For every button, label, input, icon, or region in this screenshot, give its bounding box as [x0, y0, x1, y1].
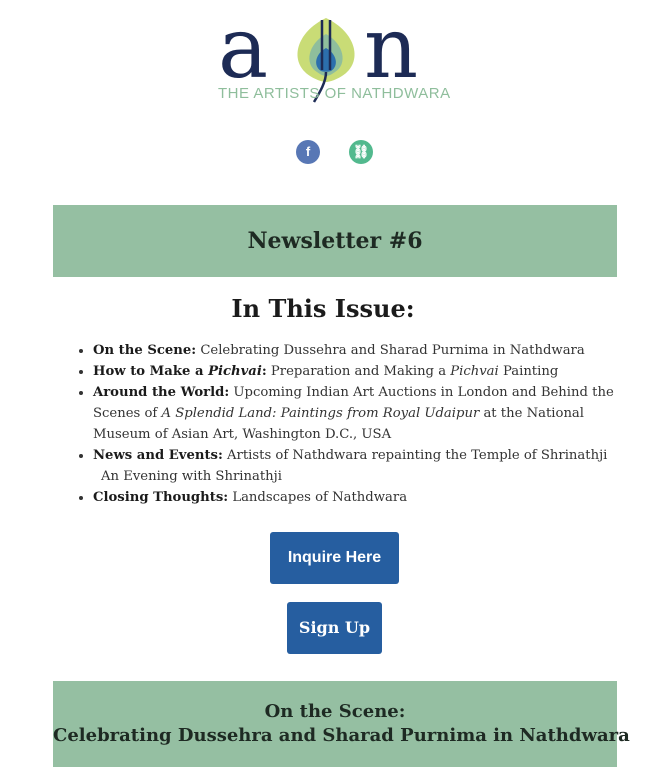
item-label: On the Scene:	[93, 343, 197, 358]
issue-heading: In This Issue:	[231, 294, 415, 323]
item-text-em: A Splendid Land: Paintings from Royal Udaipur	[161, 406, 480, 421]
item-label-post: :	[261, 364, 267, 379]
section-banner	[53, 681, 630, 767]
item-text-pre: Preparation and Making a	[266, 364, 451, 379]
item-label: News and Events:	[93, 448, 223, 463]
list-item	[93, 487, 623, 508]
item-text: Artists of Nathdwara repainting the Temple of Shrinathji	[222, 448, 608, 463]
signup-button[interactable]: Sign Up	[287, 602, 382, 654]
list-item	[93, 382, 623, 445]
item-label: Around the World:	[93, 385, 230, 400]
item-text-post: at the National Museum of Asian Art, Washington D.C., USA	[93, 406, 585, 442]
list-item	[93, 445, 623, 487]
item-text-em: Pichvai	[450, 364, 499, 379]
item-label-pre: How to Make a	[93, 364, 209, 379]
logo-letter-a: a	[218, 10, 269, 97]
list-item	[93, 361, 623, 382]
section-title-line2: Celebrating Dussehra and Sharad Purnima in Nathdwara	[53, 725, 630, 746]
logo	[218, 10, 450, 108]
item-label-em: Pichvai	[208, 364, 262, 379]
item-text-pre: Upcoming Indian Art Auctions in London and Behind the Scenes of	[93, 385, 614, 421]
item-text-second: An Evening with Shrinathji	[101, 469, 282, 484]
item-text-post: Painting	[498, 364, 559, 379]
logo-tagline: THE ARTISTS OF NATHDWARA	[218, 85, 451, 102]
issue-list	[75, 340, 623, 508]
item-label	[93, 364, 267, 379]
social-links	[0, 140, 646, 164]
logo-letter-n: n	[364, 10, 419, 97]
facebook-icon[interactable]: f	[296, 140, 320, 164]
inquire-button[interactable]: Inquire Here	[270, 532, 399, 584]
item-text: Landscapes of Nathdwara	[228, 490, 408, 505]
item-text: Celebrating Dussehra and Sharad Purnima in Nathdwara	[196, 343, 585, 358]
newsletter-title: Newsletter #6	[247, 228, 423, 254]
item-label: Closing Thoughts:	[93, 490, 229, 505]
link-icon[interactable]: ⛓	[349, 140, 373, 164]
list-item	[93, 340, 623, 361]
newsletter-banner	[53, 205, 617, 277]
section-title-line1: On the Scene:	[264, 701, 406, 722]
